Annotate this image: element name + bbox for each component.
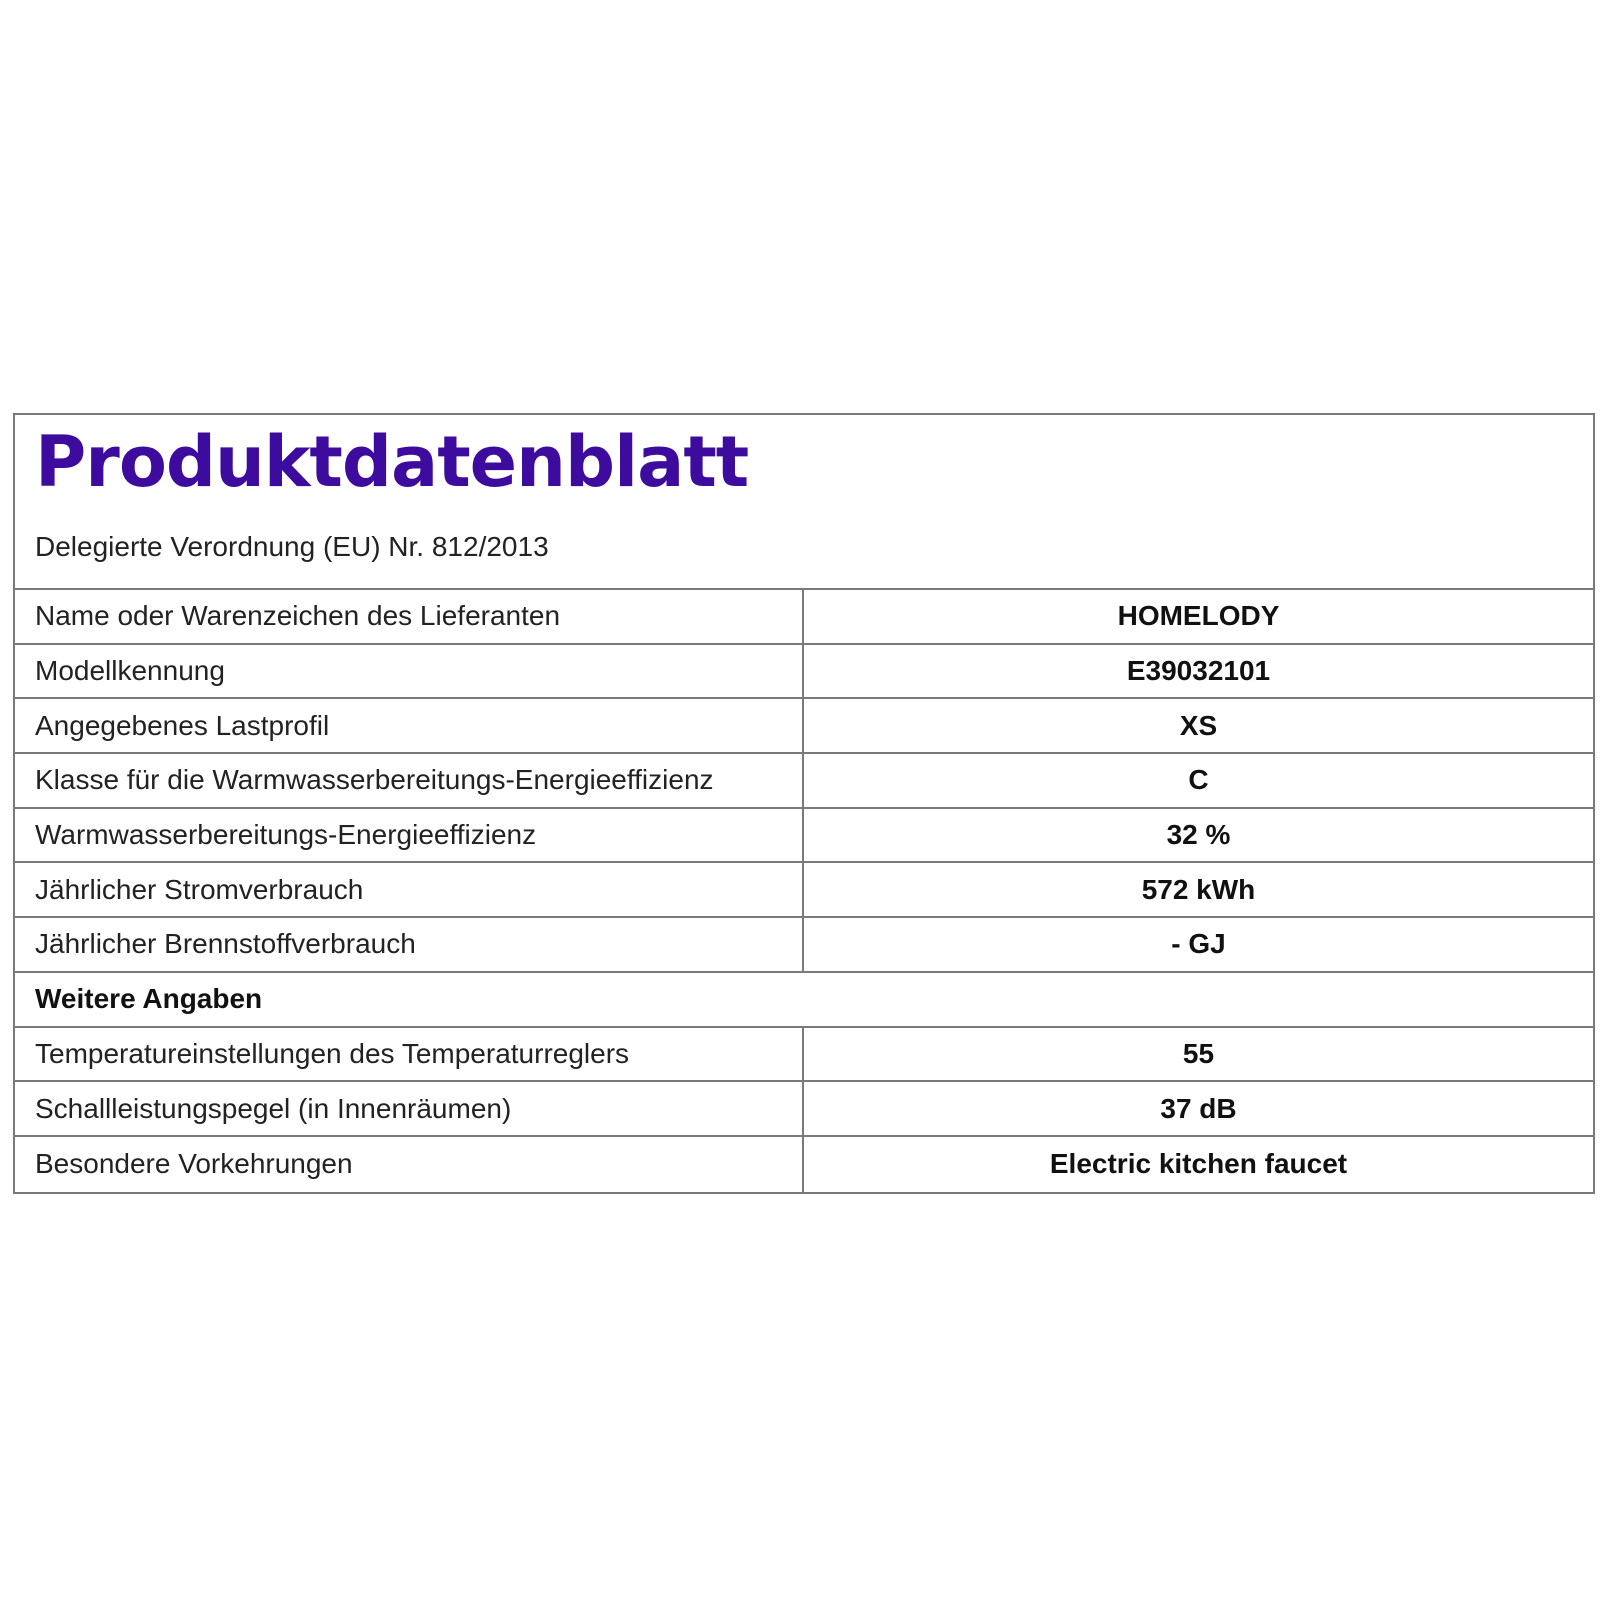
row-value: 32 % <box>1166 819 1231 851</box>
row-label: Jährlicher Brennstoffverbrauch <box>15 918 804 971</box>
row-value: 55 <box>1182 1037 1215 1069</box>
table-row <box>15 699 1593 754</box>
table-row <box>15 863 1593 918</box>
table-row <box>15 1082 1593 1137</box>
table-row <box>15 918 1593 973</box>
page-title: Produktdatenblatt <box>35 421 749 503</box>
section-heading: Weitere Angaben <box>35 983 263 1015</box>
table-row <box>15 809 1593 864</box>
row-label: Name oder Warenzeichen des Lieferanten <box>15 590 804 643</box>
regulation-subtitle: Delegierte Verordnung (EU) Nr. 812/2013 <box>35 531 549 562</box>
row-value: 572 kWh <box>1141 873 1256 905</box>
row-value: XS <box>1179 709 1218 741</box>
table-row <box>15 1137 1593 1192</box>
row-label: Angegebenes Lastprofil <box>15 699 804 752</box>
row-label: Modellkennung <box>15 645 804 698</box>
row-label: Warmwasserbereitungs-Energieeffizienz <box>15 809 804 862</box>
row-value: HOMELODY <box>1117 600 1280 632</box>
table-row <box>15 590 1593 645</box>
product-data-sheet <box>13 413 1595 1194</box>
row-value: Electric kitchen faucet <box>1049 1148 1348 1180</box>
row-label: Klasse für die Warmwasserbereitungs-Energieeffizienz <box>15 754 804 807</box>
table-row <box>15 754 1593 809</box>
row-label: Temperatureinstellungen des Temperaturreglers <box>15 1028 804 1081</box>
table-row <box>15 645 1593 700</box>
row-value: E39032101 <box>1126 655 1271 687</box>
row-label: Jährlicher Stromverbrauch <box>15 863 804 916</box>
table-row <box>15 1028 1593 1083</box>
row-label: Schallleistungspegel (in Innenräumen) <box>15 1082 804 1135</box>
row-value: C <box>1188 764 1209 796</box>
row-label: Besondere Vorkehrungen <box>15 1137 804 1192</box>
row-value: 37 dB <box>1160 1092 1237 1124</box>
sheet-header <box>15 415 1593 590</box>
row-value: - GJ <box>1171 928 1226 960</box>
section-heading-row <box>15 973 1593 1028</box>
